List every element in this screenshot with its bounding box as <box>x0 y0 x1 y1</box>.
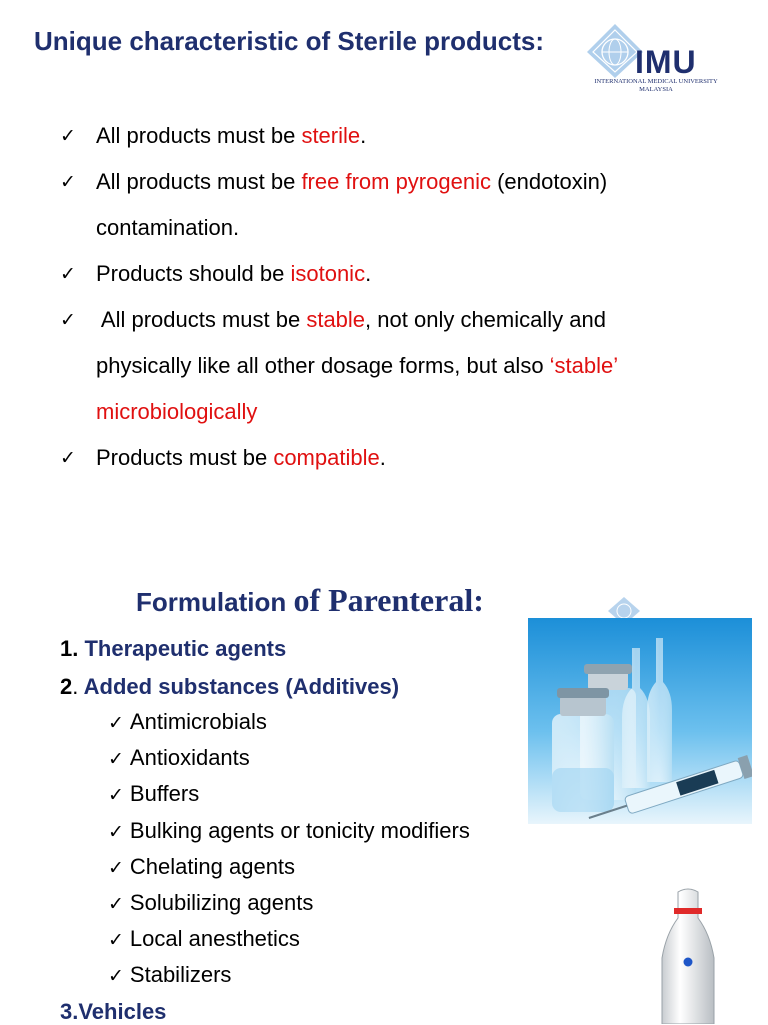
imu-logo <box>585 22 735 97</box>
additive-item: ✓ Antioxidants <box>108 745 250 770</box>
checkmark-icon: ✓ <box>60 125 76 147</box>
list-item: ✓ All products must be stable, not only chemically and physically like all other dosage forms, but also ‘stable’ microbiologically <box>60 297 740 435</box>
checkmark-icon: ✓ <box>60 309 76 331</box>
additive-item: ✓ Stabilizers <box>108 962 232 987</box>
checkmark-icon: ✓ <box>60 263 76 285</box>
checkmark-icon: ✓ <box>108 784 124 806</box>
checkmark-icon: ✓ <box>108 857 124 879</box>
checkmark-icon: ✓ <box>108 929 124 951</box>
characteristics-list <box>60 113 740 481</box>
list-item: ✓ All products must be free from pyrogenic (endotoxin) contamination. <box>60 159 740 251</box>
list-item-therapeutic-agents: 1. Therapeutic agents <box>60 636 287 661</box>
vials-syringe-image <box>528 618 752 824</box>
list-item-added-substances: 2. Added substances (Additives) <box>60 674 400 699</box>
slide-title: Unique characteristic of Sterile products: <box>34 26 545 56</box>
additive-item: ✓ Bulking agents or tonicity modifiers <box>108 818 470 843</box>
checkmark-icon: ✓ <box>108 712 124 734</box>
ampoule-image <box>612 884 768 1024</box>
list-item: ✓ Products should be isotonic. <box>60 251 740 297</box>
additive-item: ✓ Chelating agents <box>108 854 296 879</box>
checkmark-icon: ✓ <box>108 748 124 770</box>
additive-item: ✓ Antimicrobials <box>108 709 267 734</box>
additive-item: ✓ Solubilizing agents <box>108 890 314 915</box>
checkmark-icon: ✓ <box>108 893 124 915</box>
logo-wordmark: IMU <box>635 44 697 80</box>
checkmark-icon: ✓ <box>108 965 124 987</box>
additive-item: ✓ Buffers <box>108 781 200 806</box>
slide-title: Formulation of Parenteral: <box>136 582 484 618</box>
list-item: ✓ Products must be compatible. <box>60 435 740 481</box>
checkmark-icon: ✓ <box>60 171 76 193</box>
list-item-vehicles: 3.Vehicles <box>60 999 167 1024</box>
checkmark-icon: ✓ <box>60 447 76 469</box>
checkmark-icon: ✓ <box>108 821 124 843</box>
list-item: ✓ All products must be sterile. <box>60 113 740 159</box>
logo-subtitle: INTERNATIONAL MEDICAL UNIVERSITY MALAYSIA <box>594 78 718 93</box>
additive-item: ✓ Local anesthetics <box>108 926 300 951</box>
slide-parenteral-formulation <box>0 540 768 1024</box>
